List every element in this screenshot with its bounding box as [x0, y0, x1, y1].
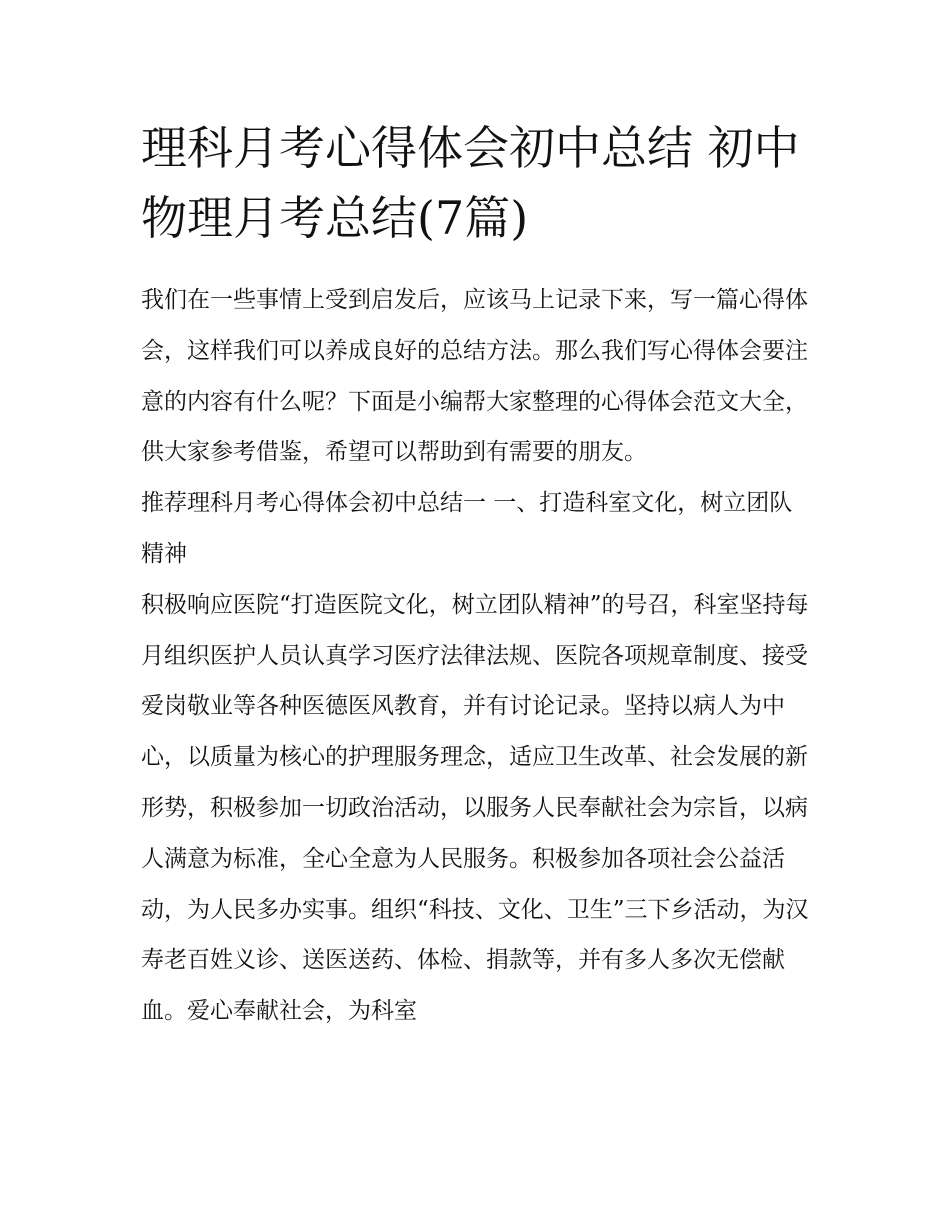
- body-paragraph: 积极响应医院“打造医院文化，树立团队精神”的号召，科室坚持每月组织医护人员认真学习医疗法律法规、医院各项规章制度、接受爱岗敬业等各种医德医风教育，并有讨论记录。坚持以病人为中心，以质量为核心的护理服务理念，适应卫生改革、社会发展的新形势，积极参加一切政治活动，以服务人民奉献社会为宗旨，以病人满意为标准，全心全意为人民服务。积极参加各项社会公益活动，为人民多办实事。组织“科技、文化、卫生”三下乡活动，为汉寿老百姓义诊、送医送药、体检、捐款等，并有多人多次无偿献血。爱心奉献社会，为科室: [141, 591, 809, 1025]
- document-title: 理科月考心得体会初中总结 初中物理月考总结(7篇): [141, 121, 800, 245]
- document-page: [141, 113, 813, 1037]
- intro-paragraph: 我们在一些事情上受到启发后，应该马上记录下来，写一篇心得体会，这样我们可以养成良好的总结方法。那么我们写心得体会要注意的内容有什么呢？下面是小编帮大家整理的心得体会范文大全，供大家参考借鉴，希望可以帮助到有需要的朋友。: [141, 287, 808, 466]
- section-heading: 推荐理科月考心得体会初中总结一 一、打造科室文化，树立团队精神: [141, 490, 793, 567]
